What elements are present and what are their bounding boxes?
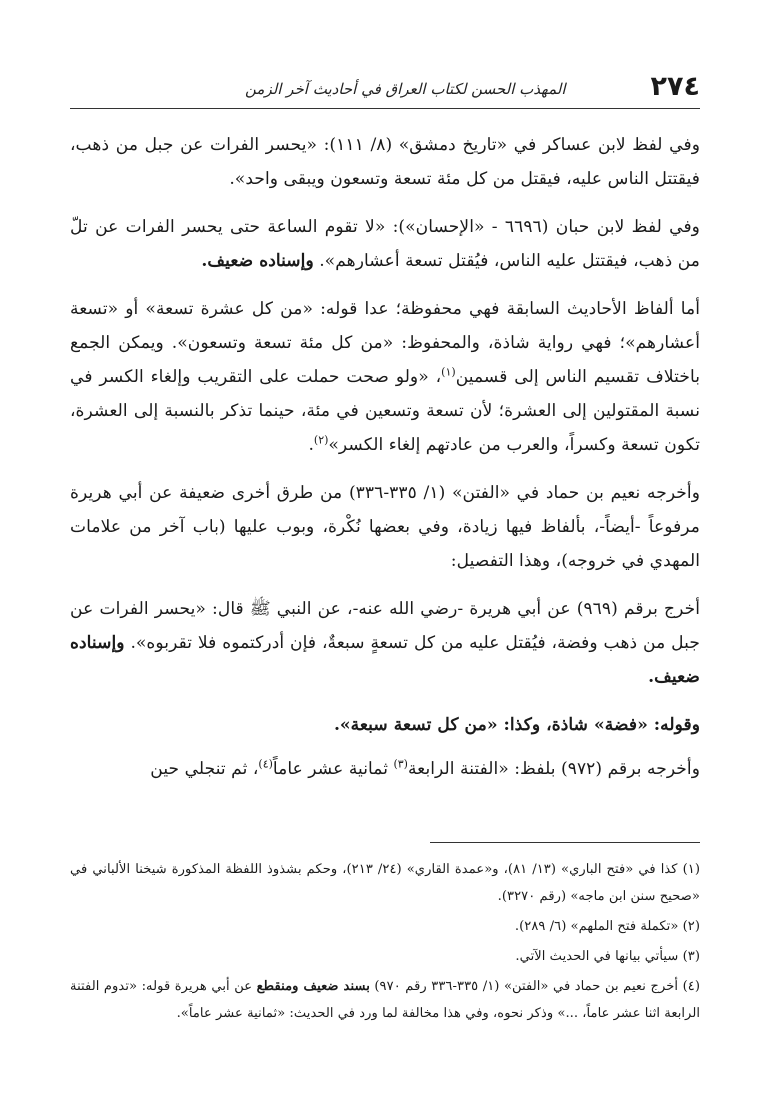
paragraph-hadith-969 (70, 592, 700, 694)
paragraph-text: ثمانية عشر عاماً (272, 759, 394, 779)
paragraph-text: أما ألفاظ الأحاديث السابقة فهي محفوظة؛ عدا قوله: «من كل عشرة تسعة» أو «تسعة أعشارهم»؛ فهي رواية شاذة، والمحفوظ: «من كل مئة تسعة وتسعون». ويمكن الجمع باختلاف تقسيم الناس إلى قسمين (70, 299, 700, 387)
footnote-ref-1[interactable]: (١) (441, 365, 456, 379)
paragraph-text: وفي لفظ لابن عساكر في «تاريخ دمشق» (٨/ ١١١): «يحسر الفرات عن جبل من ذهب، فيقتتل الناس عليه، فيقتل من كل مئة تسعة وتسعون ويبقى واحد». (70, 135, 700, 189)
paragraph-text: وأخرجه نعيم بن حماد في «الفتن» (١/ ٣٣٥-٣٣٦) من طرق أخرى ضعيفة عن أبي هريرة مرفوعاً -أيضاً-، بألفاظ فيها زيادة، وفي بعضها نُكْرة، وبوب عليها (باب آخر من علامات المهدي في خروجه)، وهذا التفصيل: (70, 483, 700, 571)
paragraph-ibn-asakir (70, 128, 700, 196)
paragraph-analysis (70, 292, 700, 462)
paragraph-text: . (308, 435, 314, 455)
page-number: ٢٧٤ (650, 71, 700, 102)
footnote-divider (430, 842, 700, 843)
paragraph-text: ، ثم تنجلي حين (150, 759, 259, 779)
isnad-verdict: وإسناده ضعيف. (201, 251, 314, 271)
footnote-2: (٢) «تكملة فتح الملهم» (٦/ ٢٨٩). (514, 919, 700, 934)
isnad-verdict: بسند ضعيف ومنقطع (256, 979, 370, 994)
paragraph-text: أخرج برقم (٩٦٩) عن أبي هريرة -رضي الله عنه-، عن النبي ﷺ قال: «يحسر الفرات عن جبل من ذهب وفضة، فيُقتل عليه من كل تسعةٍ سبعةٌ، فإن أدركتموه فلا تقربوه». (70, 599, 700, 653)
main-text (70, 128, 700, 800)
footnote-text: (٤) أخرج نعيم بن حماد في «الفتن» (١/ ٣٣٥-٣٣٦ رقم ٩٧٠) (369, 979, 700, 994)
footnote-ref-2[interactable]: (٢) (313, 433, 329, 447)
paragraph-shadh-note (70, 708, 700, 742)
footnote-text: عن أبي هريرة قوله: «تدوم الفتنة الرابعة اثنا عشر عاماً، ...» وذكر نحوه، وفي هذا مخالفة لما ورد في الحديث: «ثمانية عشر عاماً». (70, 979, 700, 1021)
paragraph-nuaym (70, 476, 700, 578)
footnote-ref-4[interactable]: (٤) (258, 757, 273, 771)
footnote-ref-3[interactable]: (٣) (393, 757, 408, 771)
page-header (70, 52, 700, 108)
header-divider (70, 108, 700, 109)
running-title: المهذب الحسن لكتاب العراق في أحاديث آخر الزمن (245, 80, 566, 98)
paragraph-text: وأخرجه برقم (٩٧٢) بلفظ: «الفتنة الرابعة (407, 759, 700, 779)
isnad-verdict: وإسناده ضعيف. (70, 633, 700, 687)
footnote-1: (١) كذا في «فتح الباري» (١٣/ ٨١)، و«عمدة القاري» (٢٤/ ٢١٣)، وحكم بشذوذ اللفظة المذكورة شيخنا الألباني في «صحيح سنن ابن ماجه» (رقم ٣٢٧٠). (70, 862, 700, 904)
paragraph-text: وقوله: «فضة» شاذة، وكذا: «من كل تسعة سبعة». (333, 715, 700, 735)
footnote-3: (٣) سيأتي بيانها في الحديث الآتي. (515, 949, 700, 964)
paragraph-hadith-972 (70, 752, 700, 786)
footnote-4 (70, 973, 700, 1027)
paragraph-text: وفي لفظ لابن حبان (٦٦٩٦ - «الإحسان»): «لا تقوم الساعة حتى يحسر الفرات عن تلّ من ذهب، فيقتتل عليه الناس، فيُقتل تسعة أعشارهم». (70, 217, 700, 271)
paragraph-ibn-hibban (70, 210, 700, 278)
paragraph-text: ، «ولو صحت حملت على التقريب وإلغاء الكسر في نسبة المقتولين إلى العشرة؛ لأن تسعة وتسعين في مئة، حينما تذكر بالنسبة إلى العشرة، تكون تسعة وكسراً، والعرب من عادتهم إلغاء الكسر» (70, 367, 700, 455)
footnotes (70, 856, 700, 1030)
